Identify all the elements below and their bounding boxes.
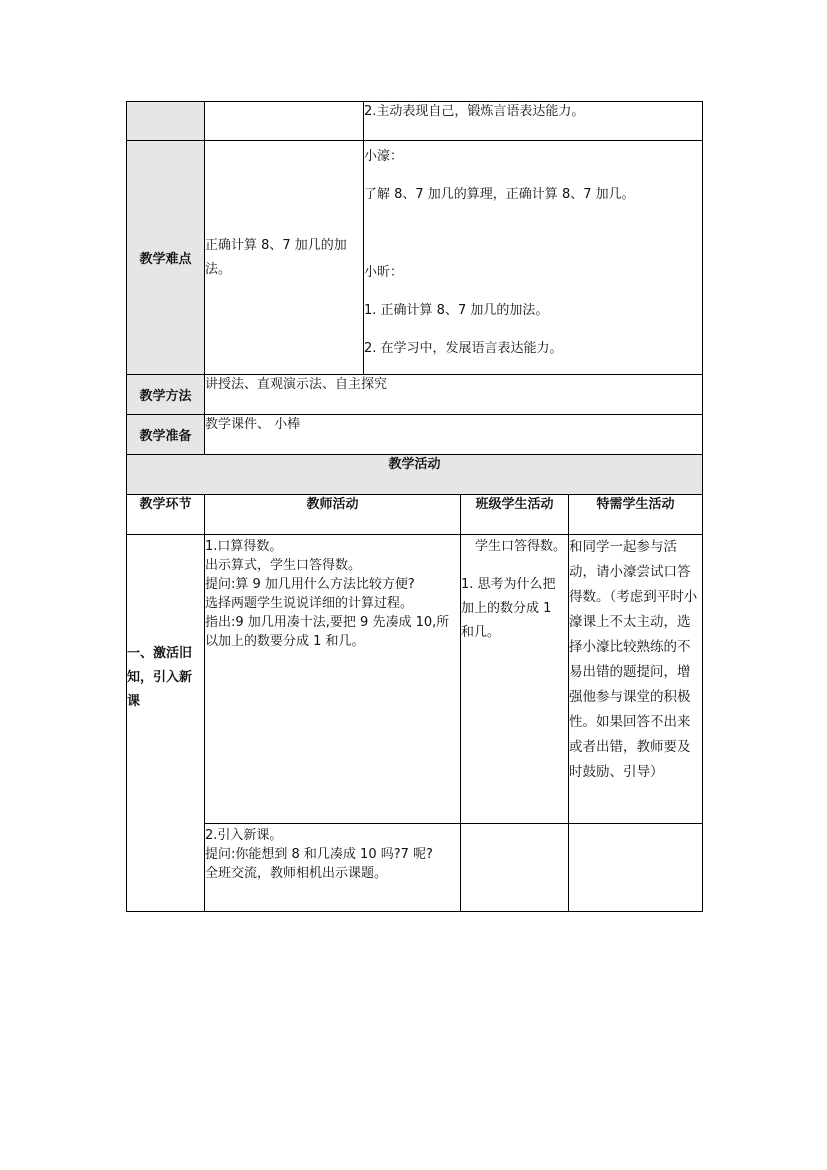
stage-2-special	[569, 824, 703, 912]
teacher-line: 提问:你能想到 8 和几凑成 10 吗?7 呢?	[205, 847, 433, 862]
prep-label: 教学准备	[127, 415, 205, 455]
method-text: 讲授法、直观演示法、自主探究	[205, 377, 388, 392]
prep-text: 教学课件、 小棒	[205, 417, 301, 432]
objective-text: 2.主动表现自己，锻炼言语表达能力。	[364, 104, 585, 119]
label-cell-empty	[127, 102, 205, 141]
difficulty-label: 教学难点	[127, 141, 205, 375]
stage-1-teacher	[205, 535, 461, 824]
row-prep	[127, 415, 703, 455]
teacher-line: 1.口算得数。	[205, 539, 283, 554]
prep-cell	[205, 415, 703, 455]
method-cell	[205, 375, 703, 415]
row-continuation	[127, 102, 703, 141]
stage-1-label: 一、激活旧知，引入新课	[127, 535, 205, 912]
special-text: 和同学一起参与活动，请小濠尝试口答得数。（考虑到平时小濠课上不太主动，选择小濠比较熟练的不易出错的题提问，增强他参与课堂的积极性。如果回答不出来或者出错，教师要及时鼓励、引导）	[569, 539, 698, 780]
col-class: 班级学生活动	[461, 495, 569, 535]
method-label: 教学方法	[127, 375, 205, 415]
difficulty-line: 小濠：	[364, 149, 404, 164]
teacher-line: 出示算式，学生口答得数。	[205, 558, 362, 573]
difficulty-general-text: 正确计算 8、7 加几的加法。	[205, 237, 347, 277]
class-line: 1. 思考为什么把加上的数分成 1 和几。	[461, 577, 556, 640]
teacher-line: 选择两题学生说说详细的计算过程。	[205, 596, 414, 611]
difficulty-line: 1. 正确计算 8、7 加几的加法。	[364, 303, 549, 318]
difficulty-line: 小昕：	[364, 265, 404, 280]
row-activity-header	[127, 455, 703, 495]
stage-2-teacher	[205, 824, 461, 912]
stage-1-class	[461, 535, 569, 824]
teacher-line: 2.引入新课。	[205, 828, 283, 843]
row-column-headings	[127, 495, 703, 535]
stage-1-special	[569, 535, 703, 824]
difficulty-line: 2. 在学习中，发展语言表达能力。	[364, 341, 563, 356]
difficulty-special	[364, 141, 703, 375]
col-stage: 教学环节	[127, 495, 205, 535]
stage-2-class	[461, 824, 569, 912]
col-teacher: 教师活动	[205, 495, 461, 535]
row-difficulty	[127, 141, 703, 375]
col-special: 特需学生活动	[569, 495, 703, 535]
difficulty-line: 了解 8、7 加几的算理，正确计算 8、7 加几。	[364, 187, 635, 202]
activity-header: 教学活动	[127, 455, 703, 495]
teacher-line: 全班交流，教师相机出示课题。	[205, 866, 388, 881]
row-method	[127, 375, 703, 415]
objective-cell	[364, 102, 703, 141]
teacher-line: 提问:算 9 加几用什么方法比较方便?	[205, 577, 415, 592]
lesson-plan-table	[126, 101, 703, 912]
row-stage-2	[127, 824, 703, 912]
row-stage-1	[127, 535, 703, 824]
difficulty-general	[205, 141, 364, 375]
general-cell-empty	[205, 102, 364, 141]
class-line: 学生口答得数。	[475, 539, 567, 554]
teacher-line: 指出:9 加几用凑十法,要把 9 先凑成 10,所以加上的数要分成 1 和几。	[205, 615, 450, 649]
